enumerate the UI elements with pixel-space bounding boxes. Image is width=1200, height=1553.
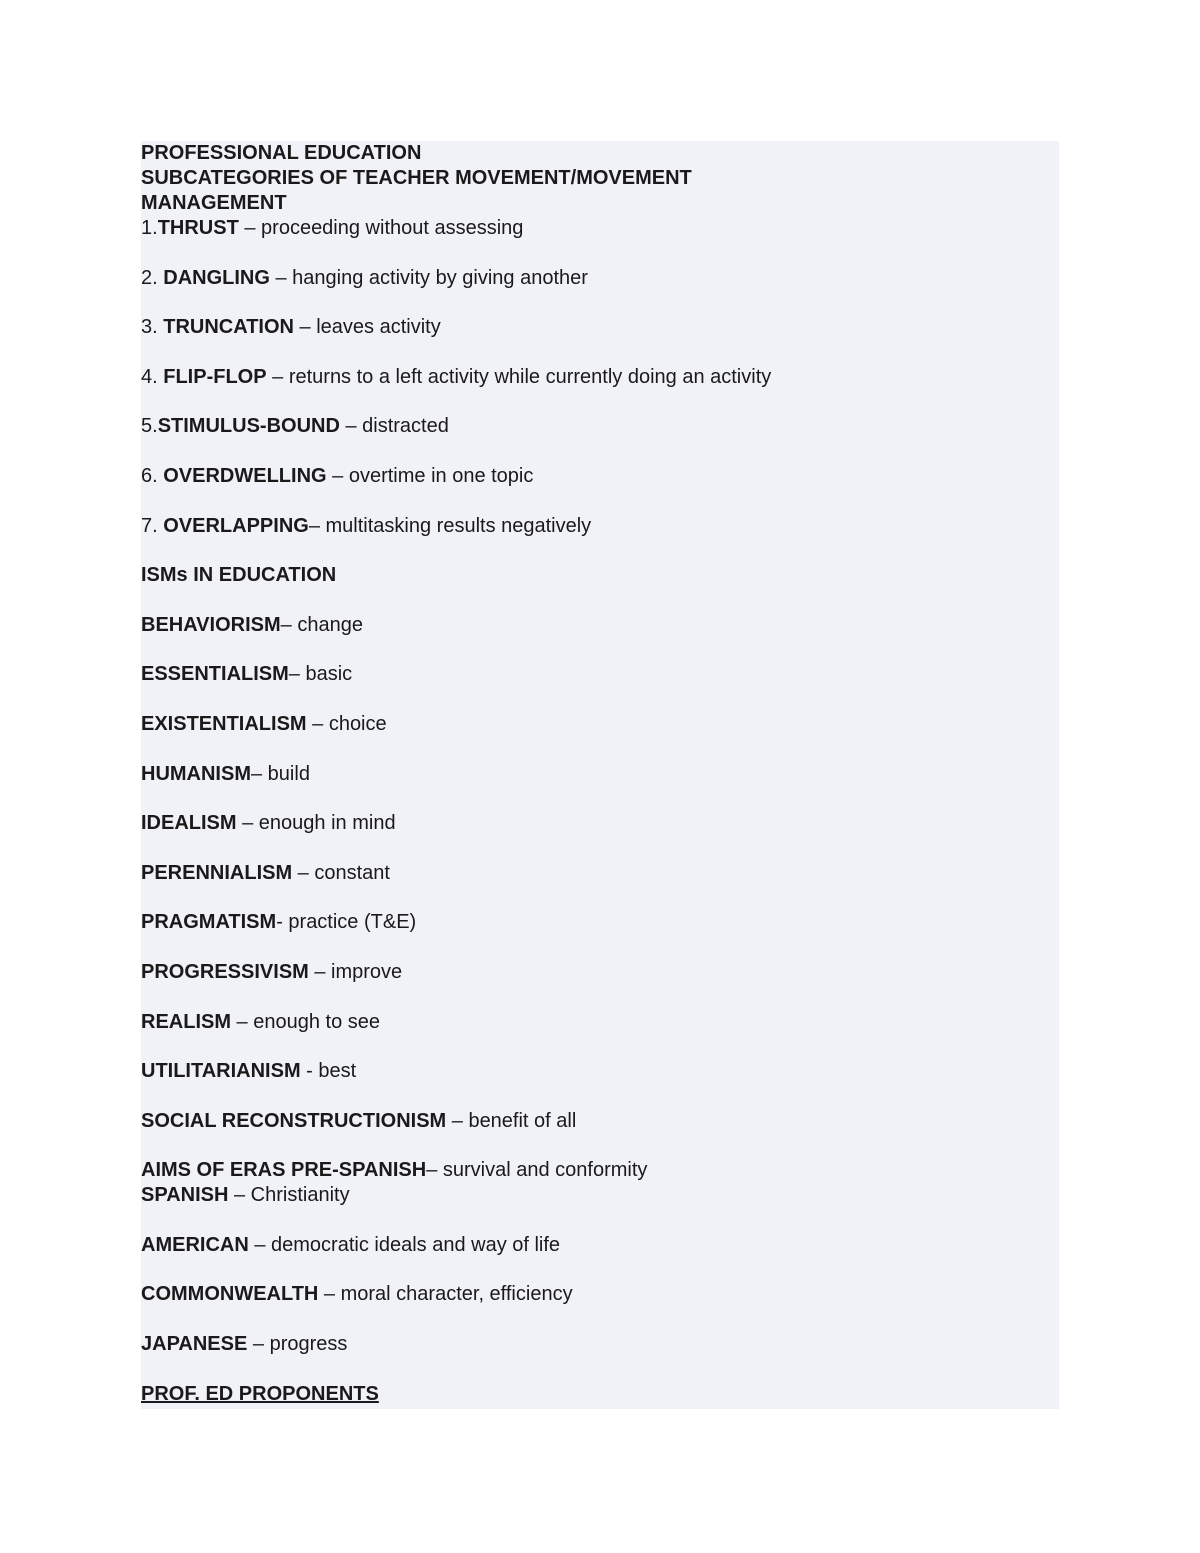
list-item: SPANISH – Christianity [141,1184,350,1207]
list-item: 4. FLIP-FLOP – returns to a left activity while currently doing an activity [141,365,772,388]
section-heading-movement-cont: MANAGEMENT [141,192,287,214]
document-title: PROFESSIONAL EDUCATION [141,142,422,164]
list-item: JAPANESE – progress [141,1333,348,1356]
list-item: HUMANISM– build [141,762,310,785]
list-item: 3. TRUNCATION – leaves activity [141,316,441,339]
document-header [141,141,1059,216]
section-heading-movement: SUBCATEGORIES OF TEACHER MOVEMENT/MOVEMENT [141,167,692,189]
list-item: AIMS OF ERAS PRE-SPANISH– survival and conformity [141,1159,648,1182]
list-item: PRAGMATISM- practice (T&E) [141,911,417,934]
list-item: EXISTENTIALISM – choice [141,712,387,735]
list-item: BEHAVIORISM– change [141,613,363,636]
list-item: 7. OVERLAPPING– multitasking results negatively [141,514,592,537]
list-item: REALISM – enough to see [141,1010,381,1033]
section-heading-proponents: PROF. ED PROPONENTS [141,1382,379,1405]
list-item: ESSENTIALISM– basic [141,663,353,686]
list-item: PROGRESSIVISM – improve [141,960,403,983]
list-item: 1.THRUST – proceeding without assessing [141,217,524,239]
list-item: SOCIAL RECONSTRUCTIONISM – benefit of all [141,1109,577,1132]
list-item: 5.STIMULUS-BOUND – distracted [141,415,449,438]
list-item: AMERICAN – democratic ideals and way of life [141,1233,561,1256]
list-item: UTILITARIANISM - best [141,1060,357,1083]
list-item: 2. DANGLING – hanging activity by giving another [141,266,588,289]
list-item: IDEALISM – enough in mind [141,812,396,835]
list-item: 6. OVERDWELLING – overtime in one topic [141,464,534,487]
list-item: PERENNIALISM – constant [141,861,390,884]
document-body [141,141,1059,1409]
list-item: COMMONWEALTH – moral character, efficiency [141,1283,573,1306]
section-heading-isms: ISMs IN EDUCATION [141,564,337,587]
